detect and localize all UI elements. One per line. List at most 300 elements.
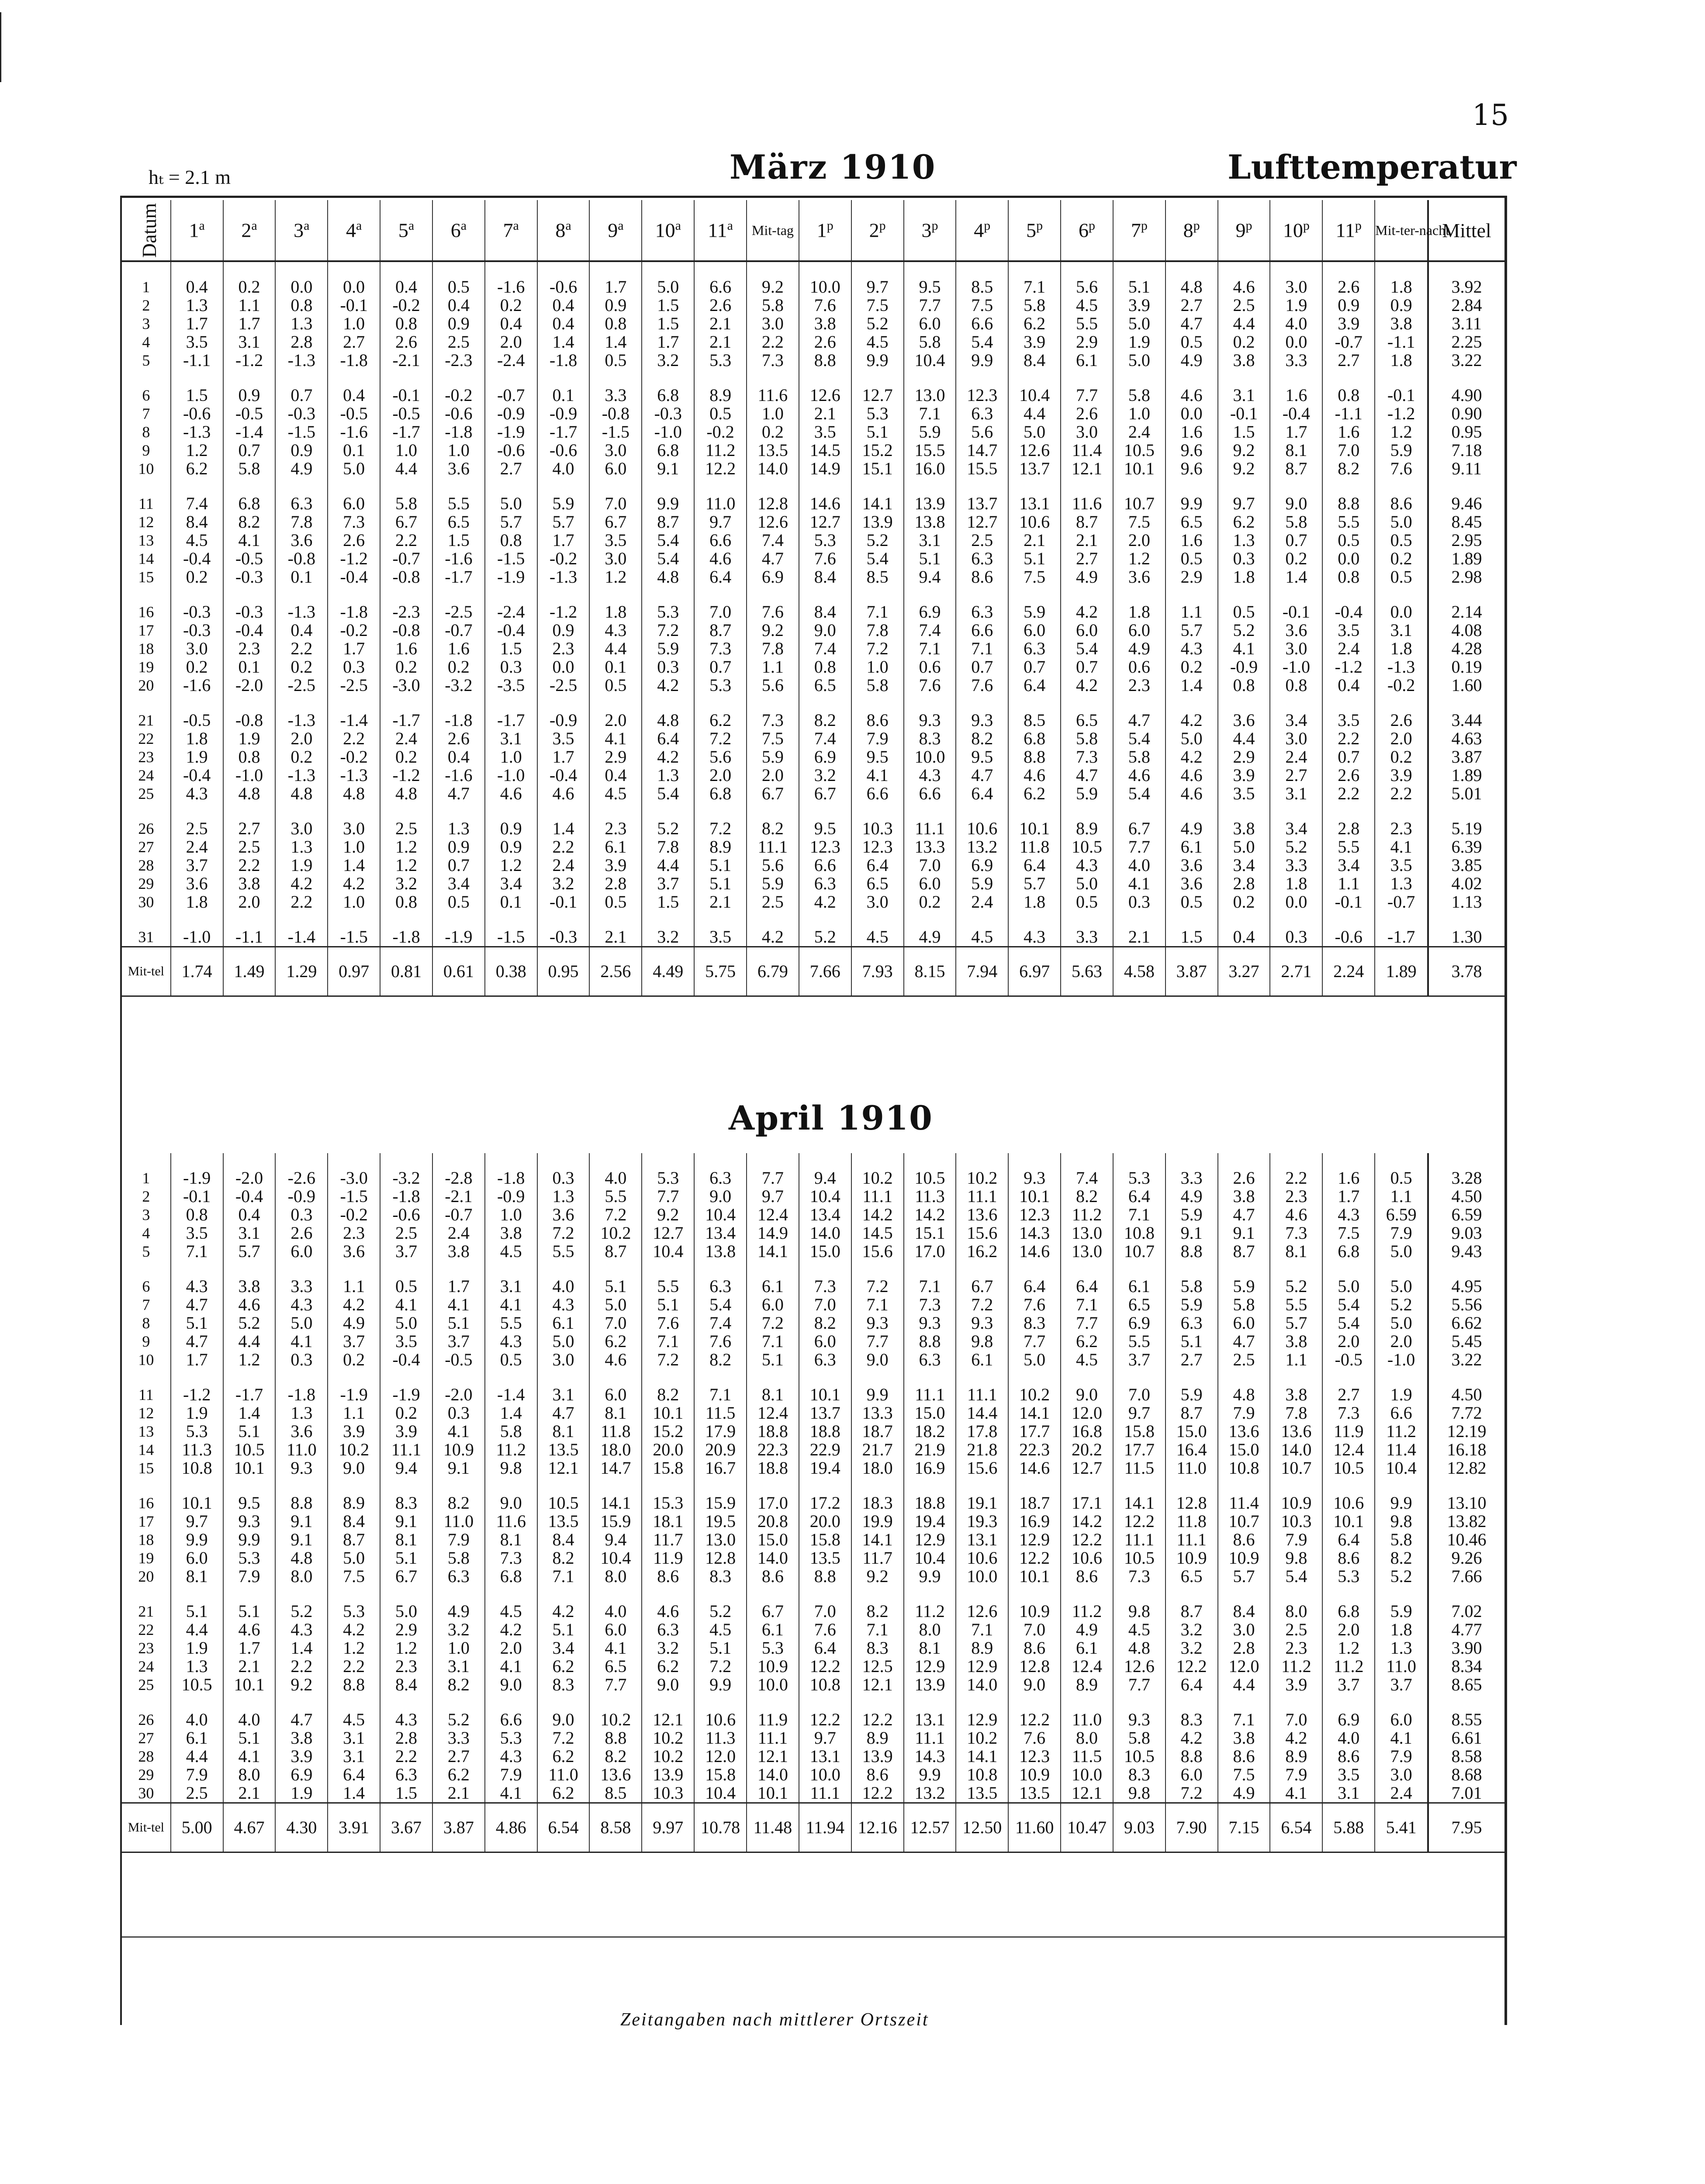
table-row (122, 333, 1504, 351)
value-cell: 5.4 (851, 549, 904, 568)
value-cell: 5.8 (1218, 1296, 1270, 1314)
value-cell: 1.7 (328, 639, 380, 658)
value-cell: 9.2 (747, 261, 799, 296)
value-cell: 3.3 (1165, 1153, 1218, 1187)
value-cell: 6.2 (1218, 513, 1270, 531)
value-cell: -1.3 (1375, 658, 1428, 676)
value-cell: 6.3 (956, 549, 1008, 568)
value-cell: -3.2 (432, 676, 485, 711)
value-cell: -1.5 (328, 928, 380, 947)
value-cell: 3.0 (275, 819, 328, 838)
header-hour: 6$^p$ (1061, 200, 1113, 261)
value-cell: 4.9 (328, 1314, 380, 1332)
value-cell: 15.9 (694, 1494, 747, 1512)
value-cell: 10.2 (956, 1729, 1008, 1747)
value-cell: 12.4 (747, 1206, 799, 1224)
value-cell: 3.3 (432, 1729, 485, 1747)
value-cell: -0.8 (380, 568, 432, 603)
value-cell: 10.1 (642, 1404, 694, 1422)
mean-cell: 0.19 (1428, 658, 1504, 676)
value-cell: 4.8 (328, 784, 380, 819)
value-cell: 4.3 (485, 1332, 537, 1351)
value-cell: 3.2 (799, 766, 851, 784)
value-cell: 1.4 (1165, 676, 1218, 711)
table-row (122, 261, 1504, 296)
value-cell: 5.4 (1322, 1314, 1375, 1332)
value-cell: 2.2 (1375, 784, 1428, 819)
value-cell: 4.7 (956, 766, 1008, 784)
value-cell: 14.6 (1008, 1459, 1061, 1494)
section-title: Lufttemperatur (1228, 148, 1517, 187)
value-cell: 6.0 (904, 874, 956, 893)
value-cell: 11.4 (1218, 1494, 1270, 1512)
value-cell: 3.9 (1218, 766, 1270, 784)
value-cell: 5.1 (904, 549, 956, 568)
value-cell: 4.0 (589, 1602, 642, 1621)
value-cell: 4.1 (1270, 1784, 1322, 1803)
value-cell: -1.7 (1375, 928, 1428, 947)
value-cell: 5.7 (1218, 1567, 1270, 1602)
day-cell: 27 (138, 1729, 154, 1747)
value-cell: 4.3 (537, 1296, 590, 1314)
value-cell: 1.1 (328, 1277, 380, 1296)
value-cell: 5.4 (642, 531, 694, 549)
table-row (122, 1153, 1504, 1187)
value-cell: 2.9 (1218, 748, 1270, 766)
mean-cell: 4.50 (1428, 1386, 1504, 1404)
value-cell: 6.2 (642, 1657, 694, 1676)
value-cell: 9.2 (1218, 460, 1270, 494)
value-cell: 6.0 (589, 460, 642, 494)
value-cell: -0.2 (328, 1206, 380, 1224)
table-row (122, 1711, 1504, 1729)
value-cell: 2.8 (1218, 1639, 1270, 1657)
value-cell: 0.4 (275, 621, 328, 639)
mittel-value: 9.03 (1113, 1803, 1165, 1852)
value-cell: 4.3 (1061, 856, 1113, 874)
value-cell: 4.8 (275, 1549, 328, 1567)
mean-cell: 3.28 (1428, 1153, 1504, 1187)
value-cell: 1.0 (485, 748, 537, 766)
value-cell: 12.7 (956, 513, 1008, 531)
value-cell: 7.9 (223, 1567, 276, 1602)
value-cell: 2.0 (1322, 1332, 1375, 1351)
value-cell: 2.1 (799, 404, 851, 423)
value-cell: 0.7 (1061, 658, 1113, 676)
header-hour-suffix: a (251, 218, 257, 233)
mean-cell: 8.55 (1428, 1711, 1504, 1729)
value-cell: 0.4 (485, 314, 537, 333)
value-cell: 6.8 (1008, 729, 1061, 748)
value-cell: 10.5 (1061, 838, 1113, 856)
mean-cell: 9.26 (1428, 1549, 1504, 1567)
value-cell: 5.1 (694, 1639, 747, 1657)
value-cell: 6.5 (851, 874, 904, 893)
table-row (122, 423, 1504, 441)
value-cell: -1.7 (537, 423, 590, 441)
value-cell: 1.9 (275, 856, 328, 874)
value-cell: 13.6 (1270, 1422, 1322, 1441)
value-cell: 1.7 (537, 748, 590, 766)
value-cell: -1.3 (275, 766, 328, 784)
day-cell: 23 (138, 748, 154, 766)
value-cell: 6.0 (747, 1296, 799, 1314)
value-cell: -0.1 (1322, 893, 1375, 928)
mean-cell: 9.03 (1428, 1224, 1504, 1242)
value-cell: 6.4 (851, 856, 904, 874)
value-cell: 11.2 (694, 441, 747, 460)
value-cell: 15.6 (956, 1459, 1008, 1494)
value-cell: 8.9 (694, 386, 747, 404)
value-cell: 6.1 (537, 1314, 590, 1332)
value-cell: 4.7 (1061, 766, 1113, 784)
value-cell: 5.5 (589, 1187, 642, 1206)
table-row (122, 748, 1504, 766)
value-cell: 11.2 (485, 1441, 537, 1459)
value-cell: 0.9 (485, 838, 537, 856)
value-cell: -0.1 (1218, 404, 1270, 423)
value-cell: 3.5 (537, 729, 590, 748)
mittel-value: 7.15 (1218, 1803, 1270, 1852)
value-cell: 1.2 (380, 838, 432, 856)
table-row (122, 1549, 1504, 1567)
value-cell: 1.0 (328, 893, 380, 928)
value-cell: 15.1 (851, 460, 904, 494)
value-cell: 12.4 (1322, 1441, 1375, 1459)
value-cell: 1.3 (537, 1187, 590, 1206)
value-cell: 4.0 (1270, 314, 1322, 333)
value-cell: 2.0 (1375, 729, 1428, 748)
value-cell: 3.6 (537, 1206, 590, 1224)
day-cell: 14 (138, 1441, 154, 1458)
value-cell: 2.6 (1322, 766, 1375, 784)
value-cell: -1.8 (328, 351, 380, 386)
value-cell: 4.1 (1113, 874, 1165, 893)
value-cell: 6.1 (747, 1277, 799, 1296)
value-cell: 0.4 (589, 766, 642, 784)
value-cell: 22.3 (747, 1441, 799, 1459)
value-cell: 9.7 (1113, 1404, 1165, 1422)
mean-cell: 0.95 (1428, 423, 1504, 441)
value-cell: 0.8 (275, 296, 328, 314)
value-cell: 5.7 (485, 513, 537, 531)
value-cell: -0.8 (589, 404, 642, 423)
value-cell: 21.7 (851, 1441, 904, 1459)
value-cell: 4.5 (956, 928, 1008, 947)
value-cell: 8.6 (851, 1766, 904, 1784)
value-cell: 4.3 (1322, 1206, 1375, 1224)
table-row (122, 1784, 1504, 1803)
value-cell: 7.1 (694, 1386, 747, 1404)
value-cell: 3.5 (589, 531, 642, 549)
value-cell: 19.4 (904, 1512, 956, 1531)
value-cell: 7.7 (1113, 1676, 1165, 1711)
table-row (122, 1657, 1504, 1676)
value-cell: 5.1 (171, 1314, 223, 1332)
value-cell: 11.2 (1375, 1422, 1428, 1441)
value-cell: 4.1 (485, 1657, 537, 1676)
value-cell: 7.9 (1218, 1404, 1270, 1422)
value-cell: 0.5 (1165, 333, 1218, 351)
value-cell: 11.0 (275, 1441, 328, 1459)
value-cell: -1.3 (275, 603, 328, 621)
mittel-value: 5.00 (171, 1803, 223, 1852)
value-cell: 4.2 (328, 1621, 380, 1639)
header-hour: 4$^a$ (328, 200, 380, 261)
value-cell: 14.7 (589, 1459, 642, 1494)
value-cell: 4.1 (589, 729, 642, 748)
value-cell: 11.3 (904, 1187, 956, 1206)
value-cell: 7.3 (328, 513, 380, 531)
value-cell: 7.1 (747, 1332, 799, 1351)
value-cell: 7.2 (1165, 1784, 1218, 1803)
value-cell: 1.2 (223, 1351, 276, 1386)
value-cell: 13.3 (904, 838, 956, 856)
mean-cell: 6.59 (1428, 1206, 1504, 1224)
value-cell: 3.4 (537, 1639, 590, 1657)
value-cell: 0.7 (1270, 531, 1322, 549)
mittel-value: 8.15 (904, 947, 956, 996)
value-cell: 5.4 (1113, 784, 1165, 819)
value-cell: 12.2 (1061, 1531, 1113, 1549)
value-cell: 7.8 (275, 513, 328, 531)
value-cell: 3.7 (1113, 1351, 1165, 1386)
value-cell: 0.7 (223, 441, 276, 460)
value-cell: 0.5 (432, 261, 485, 296)
value-cell: 3.2 (432, 1621, 485, 1639)
value-cell: 18.8 (904, 1494, 956, 1512)
value-cell: 0.6 (904, 658, 956, 676)
value-cell: 3.2 (1165, 1639, 1218, 1657)
value-cell: 3.8 (1218, 351, 1270, 386)
april-title: April 1910 (729, 1099, 933, 1137)
value-cell: -0.1 (328, 296, 380, 314)
value-cell: 5.1 (380, 1549, 432, 1567)
value-cell: 17.7 (1113, 1441, 1165, 1459)
mean-cell: 10.46 (1428, 1531, 1504, 1549)
value-cell: 4.7 (1218, 1332, 1270, 1351)
value-cell: -1.8 (380, 928, 432, 947)
value-cell: 7.1 (1008, 261, 1061, 296)
value-cell: 12.9 (956, 1657, 1008, 1676)
mean-cell: 4.63 (1428, 729, 1504, 748)
value-cell: 4.6 (223, 1296, 276, 1314)
value-cell: 7.5 (1218, 1766, 1270, 1784)
value-cell: -0.7 (1375, 893, 1428, 928)
value-cell: 14.3 (904, 1747, 956, 1766)
value-cell: -2.5 (328, 676, 380, 711)
value-cell: 7.2 (694, 729, 747, 748)
header-hour: 2$^a$ (223, 200, 276, 261)
value-cell: 2.3 (223, 639, 276, 658)
value-cell: 4.7 (747, 549, 799, 568)
value-cell: 7.9 (1270, 1766, 1322, 1784)
value-cell: -1.6 (432, 766, 485, 784)
value-cell: 13.9 (642, 1766, 694, 1784)
maerz-title: März 1910 (730, 148, 936, 187)
value-cell: 14.0 (1270, 1441, 1322, 1459)
value-cell: 1.4 (328, 1784, 380, 1803)
value-cell: 10.2 (328, 1441, 380, 1459)
value-cell: -0.3 (537, 928, 590, 947)
value-cell: 4.6 (1165, 766, 1218, 784)
value-cell: 10.4 (642, 1242, 694, 1277)
value-cell: 12.3 (1008, 1747, 1061, 1766)
day-cell: 1 (142, 1169, 150, 1187)
value-cell: 5.6 (956, 423, 1008, 441)
value-cell: 1.2 (1322, 1639, 1375, 1657)
value-cell: 12.3 (956, 386, 1008, 404)
value-cell: 5.2 (1270, 1277, 1322, 1296)
mean-cell: 3.11 (1428, 314, 1504, 333)
value-cell: 7.2 (694, 1657, 747, 1676)
value-cell: 12.8 (1008, 1657, 1061, 1676)
mittel-value: 2.56 (589, 947, 642, 996)
value-cell: 1.4 (1270, 568, 1322, 603)
value-cell: 11.7 (851, 1549, 904, 1567)
value-cell: -1.8 (432, 423, 485, 441)
value-cell: 3.0 (851, 893, 904, 928)
value-cell: 15.8 (1113, 1422, 1165, 1441)
value-cell: 2.3 (1113, 676, 1165, 711)
value-cell: 0.3 (1113, 893, 1165, 928)
value-cell: 10.6 (1322, 1494, 1375, 1512)
value-cell: 3.7 (1322, 1676, 1375, 1711)
value-cell: 1.1 (1375, 1187, 1428, 1206)
value-cell: 1.4 (537, 819, 590, 838)
value-cell: 5.8 (485, 1422, 537, 1441)
mittel-value: 8.58 (589, 1803, 642, 1852)
value-cell: 11.1 (956, 1187, 1008, 1206)
value-cell: 8.2 (537, 1549, 590, 1567)
value-cell: 12.9 (904, 1657, 956, 1676)
value-cell: -1.3 (171, 423, 223, 441)
value-cell: -0.6 (485, 441, 537, 460)
mean-cell: 5.19 (1428, 819, 1504, 838)
value-cell: 3.0 (1270, 729, 1322, 748)
value-cell: 5.1 (171, 1602, 223, 1621)
value-cell: 7.6 (1008, 1296, 1061, 1314)
value-cell: 12.9 (1008, 1531, 1061, 1549)
value-cell: 3.2 (380, 874, 432, 893)
value-cell: 0.3 (485, 658, 537, 676)
day-cell: 8 (142, 1314, 150, 1332)
value-cell: -0.1 (1270, 603, 1322, 621)
value-cell: 15.6 (851, 1242, 904, 1277)
value-cell: 13.8 (904, 513, 956, 531)
value-cell: 8.4 (328, 1512, 380, 1531)
value-cell: 8.8 (275, 1494, 328, 1512)
value-cell: 18.3 (851, 1494, 904, 1512)
value-cell: 7.2 (537, 1224, 590, 1242)
value-cell: 5.8 (904, 333, 956, 351)
value-cell: 4.4 (223, 1332, 276, 1351)
value-cell: 4.2 (1165, 1729, 1218, 1747)
value-cell: 0.5 (694, 404, 747, 423)
value-cell: 6.8 (223, 494, 276, 513)
value-cell: 4.0 (171, 1711, 223, 1729)
value-cell: 2.4 (1322, 639, 1375, 658)
value-cell: -0.4 (171, 549, 223, 568)
value-cell: 6.2 (171, 460, 223, 494)
value-cell: 8.1 (537, 1422, 590, 1441)
value-cell: 8.1 (380, 1531, 432, 1549)
mittel-value: 11.48 (747, 1803, 799, 1852)
header-hour: 10$^a$ (642, 200, 694, 261)
value-cell: 20.2 (1061, 1441, 1113, 1459)
value-cell: 2.7 (1270, 766, 1322, 784)
value-cell: 10.5 (1113, 1549, 1165, 1567)
value-cell: 1.5 (1218, 423, 1270, 441)
day-cell: 5 (142, 352, 150, 369)
value-cell: 10.9 (1165, 1549, 1218, 1567)
value-cell: 0.2 (1218, 893, 1270, 928)
value-cell: 2.2 (223, 856, 276, 874)
value-cell: 3.3 (589, 386, 642, 404)
mean-cell: 5.01 (1428, 784, 1504, 819)
header-hour-suffix: a (304, 218, 310, 233)
value-cell: 4.8 (275, 784, 328, 819)
value-cell: 9.4 (904, 568, 956, 603)
value-cell: 11.8 (1008, 838, 1061, 856)
value-cell: 2.0 (485, 1639, 537, 1657)
value-cell: 16.9 (1008, 1512, 1061, 1531)
value-cell: 5.5 (1322, 838, 1375, 856)
value-cell: 10.0 (956, 1567, 1008, 1602)
value-cell: 6.6 (956, 621, 1008, 639)
value-cell: 3.0 (1375, 1766, 1428, 1784)
value-cell: 4.2 (328, 874, 380, 893)
value-cell: 14.0 (747, 1549, 799, 1567)
value-cell: 9.9 (1165, 494, 1218, 513)
value-cell: 6.2 (1061, 1332, 1113, 1351)
header-hour-suffix: a (199, 218, 205, 233)
value-cell: 13.9 (851, 1747, 904, 1766)
value-cell: 9.2 (275, 1676, 328, 1711)
day-cell: 22 (138, 730, 154, 747)
value-cell: 3.7 (1375, 1676, 1428, 1711)
value-cell: 7.8 (851, 621, 904, 639)
value-cell: 3.1 (1322, 1784, 1375, 1803)
day-cell: 26 (138, 1711, 154, 1728)
value-cell: 6.1 (956, 1351, 1008, 1386)
value-cell: 10.5 (1113, 1747, 1165, 1766)
value-cell: 8.4 (171, 513, 223, 531)
value-cell: 1.0 (747, 404, 799, 423)
value-cell: 10.5 (904, 1153, 956, 1187)
header-row (122, 200, 1504, 261)
day-cell: 4 (142, 333, 150, 351)
value-cell: 0.4 (328, 386, 380, 404)
mittel-value: 3.87 (1165, 947, 1218, 996)
value-cell: -1.2 (380, 766, 432, 784)
value-cell: 7.0 (1322, 441, 1375, 460)
value-cell: -0.2 (432, 386, 485, 404)
value-cell: 5.7 (1165, 621, 1218, 639)
header-hour: 11$^a$ (694, 200, 747, 261)
table-row (122, 1747, 1504, 1766)
table-row (122, 296, 1504, 314)
mean-cell: 9.43 (1428, 1242, 1504, 1277)
value-cell: 3.2 (642, 1639, 694, 1657)
value-cell: 11.1 (904, 1386, 956, 1404)
value-cell: 2.4 (956, 893, 1008, 928)
value-cell: 7.9 (485, 1766, 537, 1784)
mean-cell: 1.60 (1428, 676, 1504, 711)
value-cell: 12.6 (956, 1602, 1008, 1621)
value-cell: -0.2 (328, 621, 380, 639)
value-cell: 6.2 (589, 1332, 642, 1351)
